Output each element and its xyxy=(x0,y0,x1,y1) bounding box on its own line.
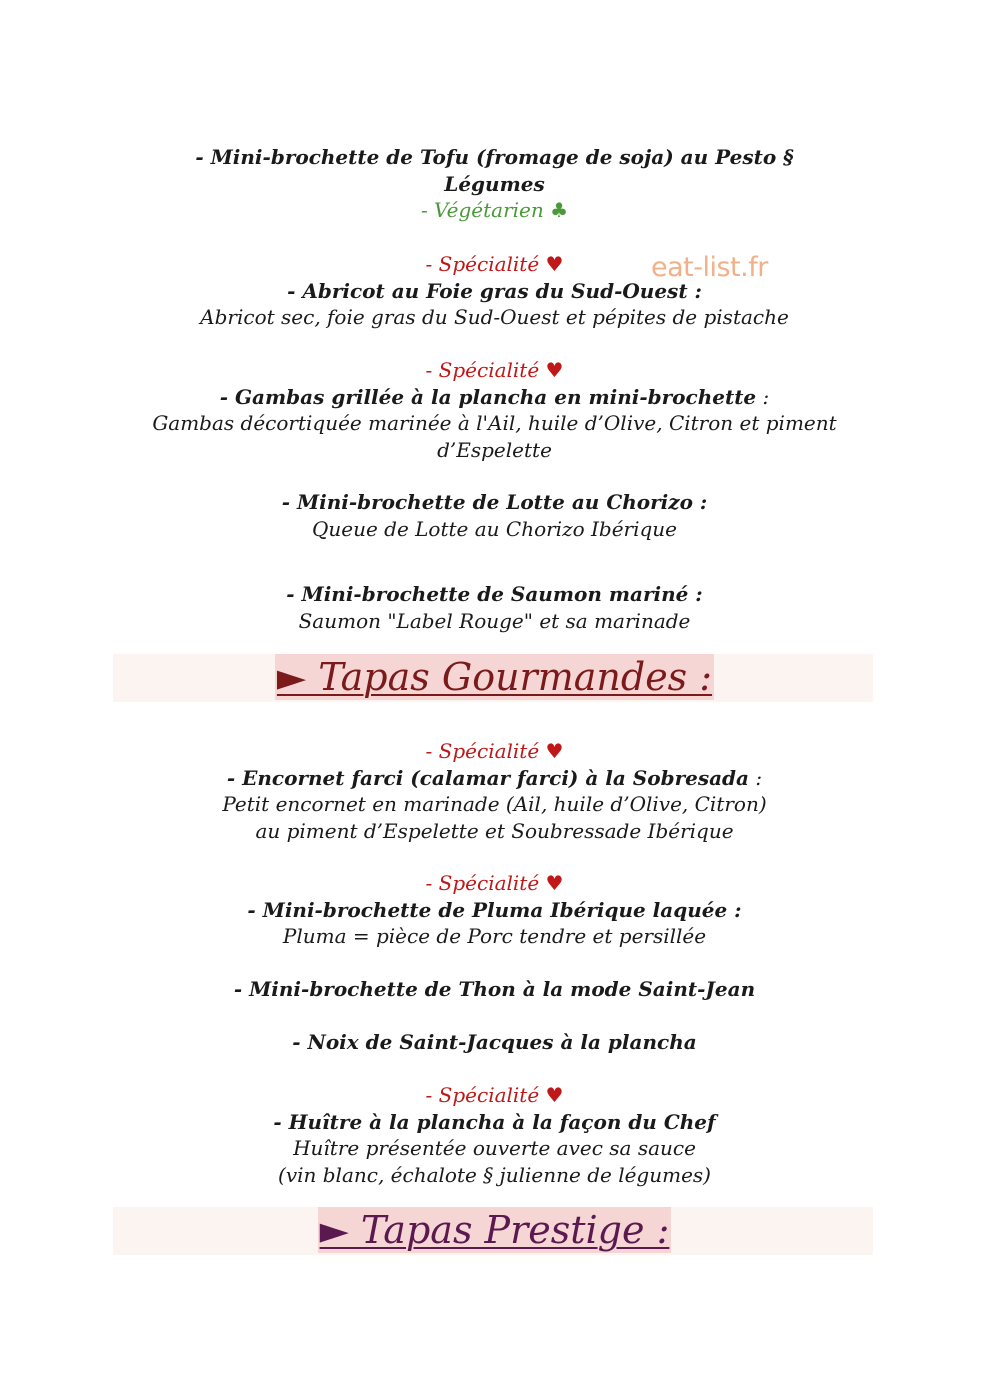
item-title: - Abricot au Foie gras du Sud-Ouest : xyxy=(287,278,702,303)
menu-item-abricot xyxy=(0,251,989,331)
item-description: Saumon "Label Rouge" et sa marinade xyxy=(298,608,691,633)
menu-item-encornet xyxy=(0,738,989,844)
item-title: - Noix de Saint-Jacques à la plancha xyxy=(292,1030,697,1054)
menu-item-tofu xyxy=(0,144,989,224)
menu-item-lotte xyxy=(0,489,989,542)
speciality-badge: - Spécialité ♥ xyxy=(425,252,564,276)
item-title-suffix: : xyxy=(756,384,770,409)
section-heading-text: ► Tapas Prestige : xyxy=(319,1208,670,1252)
item-title: - Mini-brochette de Thon à la mode Saint-Jean xyxy=(233,977,756,1001)
speciality-badge: - Spécialité ♥ xyxy=(425,871,564,895)
item-title: - Huître à la plancha à la façon du Chef xyxy=(273,1109,716,1134)
section-heading-prestige xyxy=(0,1207,989,1253)
menu-item-thon xyxy=(0,976,989,1003)
speciality-badge: - Spécialité ♥ xyxy=(425,1083,564,1107)
menu-item-saumon xyxy=(0,581,989,634)
speciality-badge: - Spécialité ♥ xyxy=(425,739,564,763)
section-heading-gourmandes xyxy=(0,654,989,700)
item-title: - Mini-brochette de Saumon mariné : xyxy=(286,582,703,606)
menu-item-huitre xyxy=(0,1082,989,1188)
item-title: - Gambas grillée à la plancha en mini-brochette xyxy=(219,384,757,409)
item-title: - Mini-brochette de Lotte au Chorizo : xyxy=(281,490,708,514)
vegetarian-badge: - Végétarien ♣ xyxy=(420,198,569,222)
watermark-text: eat-list.fr xyxy=(651,252,768,283)
item-description: (vin blanc, échalote § julienne de légumes) xyxy=(278,1162,711,1187)
item-description: Abricot sec, foie gras du Sud-Ouest et pépites de pistache xyxy=(200,305,789,329)
item-description: au piment d’Espelette et Soubressade Ibérique xyxy=(255,818,734,843)
item-description: d’Espelette xyxy=(437,437,552,462)
item-title-line: Légumes xyxy=(444,171,545,196)
menu-item-gambas xyxy=(0,357,989,463)
item-title: - Mini-brochette de Pluma Ibérique laquée : xyxy=(247,897,742,922)
menu-item-pluma xyxy=(0,870,989,950)
item-description: Huître présentée ouverte avec sa sauce xyxy=(293,1136,696,1160)
item-title-suffix: : xyxy=(749,765,763,790)
item-title: - Encornet farci (calamar farci) à la Sobresada xyxy=(226,765,749,790)
speciality-badge: - Spécialité ♥ xyxy=(425,358,564,382)
item-description: Queue de Lotte au Chorizo Ibérique xyxy=(311,516,678,541)
item-description: Gambas décortiquée marinée à l'Ail, huile d’Olive, Citron et piment xyxy=(152,411,837,435)
item-title-line: - Mini-brochette de Tofu (fromage de soja) au Pesto § xyxy=(195,145,794,169)
item-description: Petit encornet en marinade (Ail, huile d’Olive, Citron) xyxy=(222,792,767,816)
item-description: Pluma = pièce de Porc tendre et persillée xyxy=(282,924,707,948)
menu-item-saint-jacques xyxy=(0,1029,989,1056)
section-heading-text: ► Tapas Gourmandes : xyxy=(276,655,713,699)
